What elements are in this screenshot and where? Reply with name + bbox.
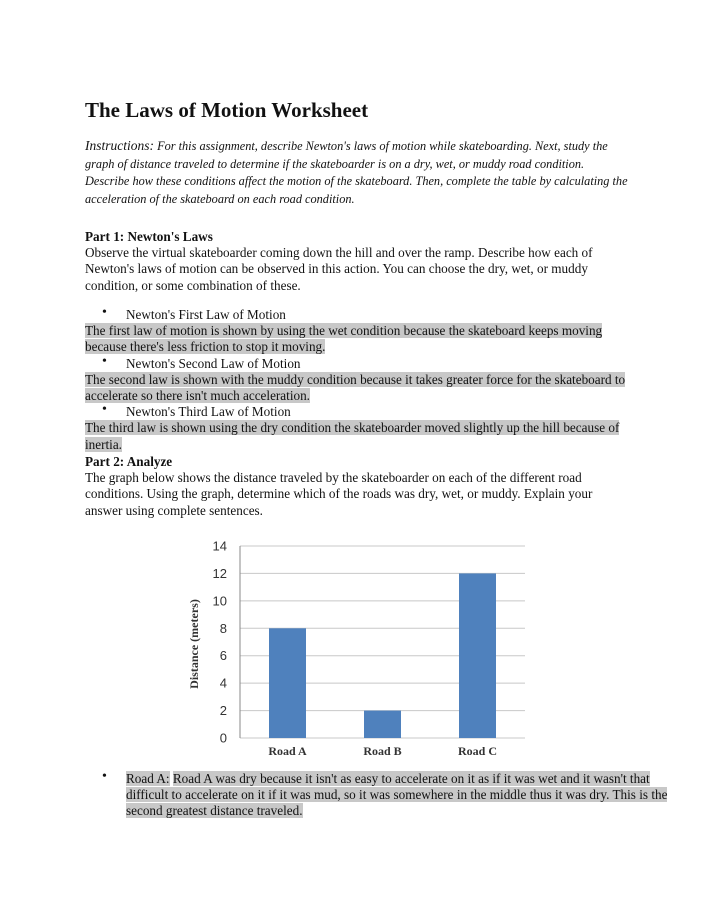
part1-text: Observe the virtual skateboarder coming down the hill and over the ramp. Describe how each of Newton's laws of motion can be observed in this action. You can choose the dry, wet, or muddy condition, or some combination of these. bbox=[85, 245, 593, 293]
instructions-text: For this assignment, describe Newton's laws of motion while skateboarding. Next, study the graph of distance traveled to determine if the skateboarder is on a dry, wet, or muddy road condition. Describe how these conditions affect the motion of the skateboard. Then, complete the table by calculating the acceleration of the skateboard on each road condition. bbox=[85, 139, 628, 206]
law-label: Newton's First Law of Motion bbox=[126, 307, 286, 322]
law-answer-first[interactable]: The first law of motion is shown by using the wet condition because the skateboard keeps moving because there's less friction to stop it moving. bbox=[85, 323, 603, 355]
y-tick-label: 14 bbox=[212, 538, 227, 554]
law-item-third bbox=[85, 404, 630, 420]
part1-heading: Part 1: Newton's Laws bbox=[85, 229, 213, 244]
y-axis-label: Distance (meters) bbox=[187, 599, 201, 689]
bar-road-b bbox=[364, 711, 401, 738]
x-tick-label: Road A bbox=[268, 744, 307, 758]
page-title: The Laws of Motion Worksheet bbox=[85, 98, 369, 122]
law-answer-second[interactable]: The second law is shown with the muddy condition because it takes greater force for the skateboard to accelerate so there isn't much acceleration. bbox=[85, 371, 626, 404]
bullet-icon: • bbox=[102, 353, 107, 369]
road-a-label: Road A: bbox=[126, 771, 170, 786]
instructions bbox=[85, 137, 630, 208]
bar-road-a bbox=[269, 628, 306, 738]
y-tick-label: 2 bbox=[219, 703, 227, 719]
part1-section bbox=[85, 229, 630, 294]
x-tick-label: Road B bbox=[363, 744, 402, 758]
x-tick-label: Road C bbox=[457, 744, 498, 758]
part2-text: The graph below shows the distance traveled by the skateboarder on each of the different road conditions. Using the graph, determine which of the roads was dry, wet, or muddy. Explain your answer using complete sentences. bbox=[85, 470, 593, 518]
law-item-first bbox=[85, 307, 630, 323]
y-tick-label: 12 bbox=[212, 565, 227, 581]
law-item-second bbox=[85, 353, 630, 372]
road-a-answer bbox=[85, 771, 671, 820]
bar-road-c bbox=[459, 573, 496, 738]
distance-chart bbox=[180, 535, 530, 765]
y-tick-label: 8 bbox=[219, 620, 227, 636]
road-a-text[interactable]: Road A was dry because it isn't as easy to accelerate on it as if it was wet and it wasn't that difficult to accelerate on it if it was mud, so it was somewhere in the middle thus it was dry. This is the second greatest distance traveled. bbox=[126, 771, 668, 819]
y-tick-label: 0 bbox=[219, 730, 227, 746]
bullet-icon: • bbox=[102, 305, 107, 320]
bar-chart-svg bbox=[180, 535, 530, 765]
newton-laws-list bbox=[85, 307, 630, 453]
law-label: Newton's Second Law of Motion bbox=[126, 355, 301, 371]
y-tick-label: 6 bbox=[219, 648, 227, 664]
part2-heading: Part 2: Analyze bbox=[85, 454, 173, 469]
instructions-lead: Instructions: bbox=[85, 138, 154, 153]
bullet-icon: • bbox=[102, 402, 107, 418]
law-label: Newton's Third Law of Motion bbox=[126, 404, 291, 420]
part2-section bbox=[85, 454, 630, 519]
y-tick-label: 10 bbox=[212, 593, 227, 609]
law-answer-third[interactable]: The third law is shown using the dry condition the skateboarder moved slightly up the hill because of inertia. bbox=[85, 420, 620, 452]
bullet-icon: • bbox=[102, 769, 107, 784]
y-tick-label: 4 bbox=[219, 675, 227, 691]
